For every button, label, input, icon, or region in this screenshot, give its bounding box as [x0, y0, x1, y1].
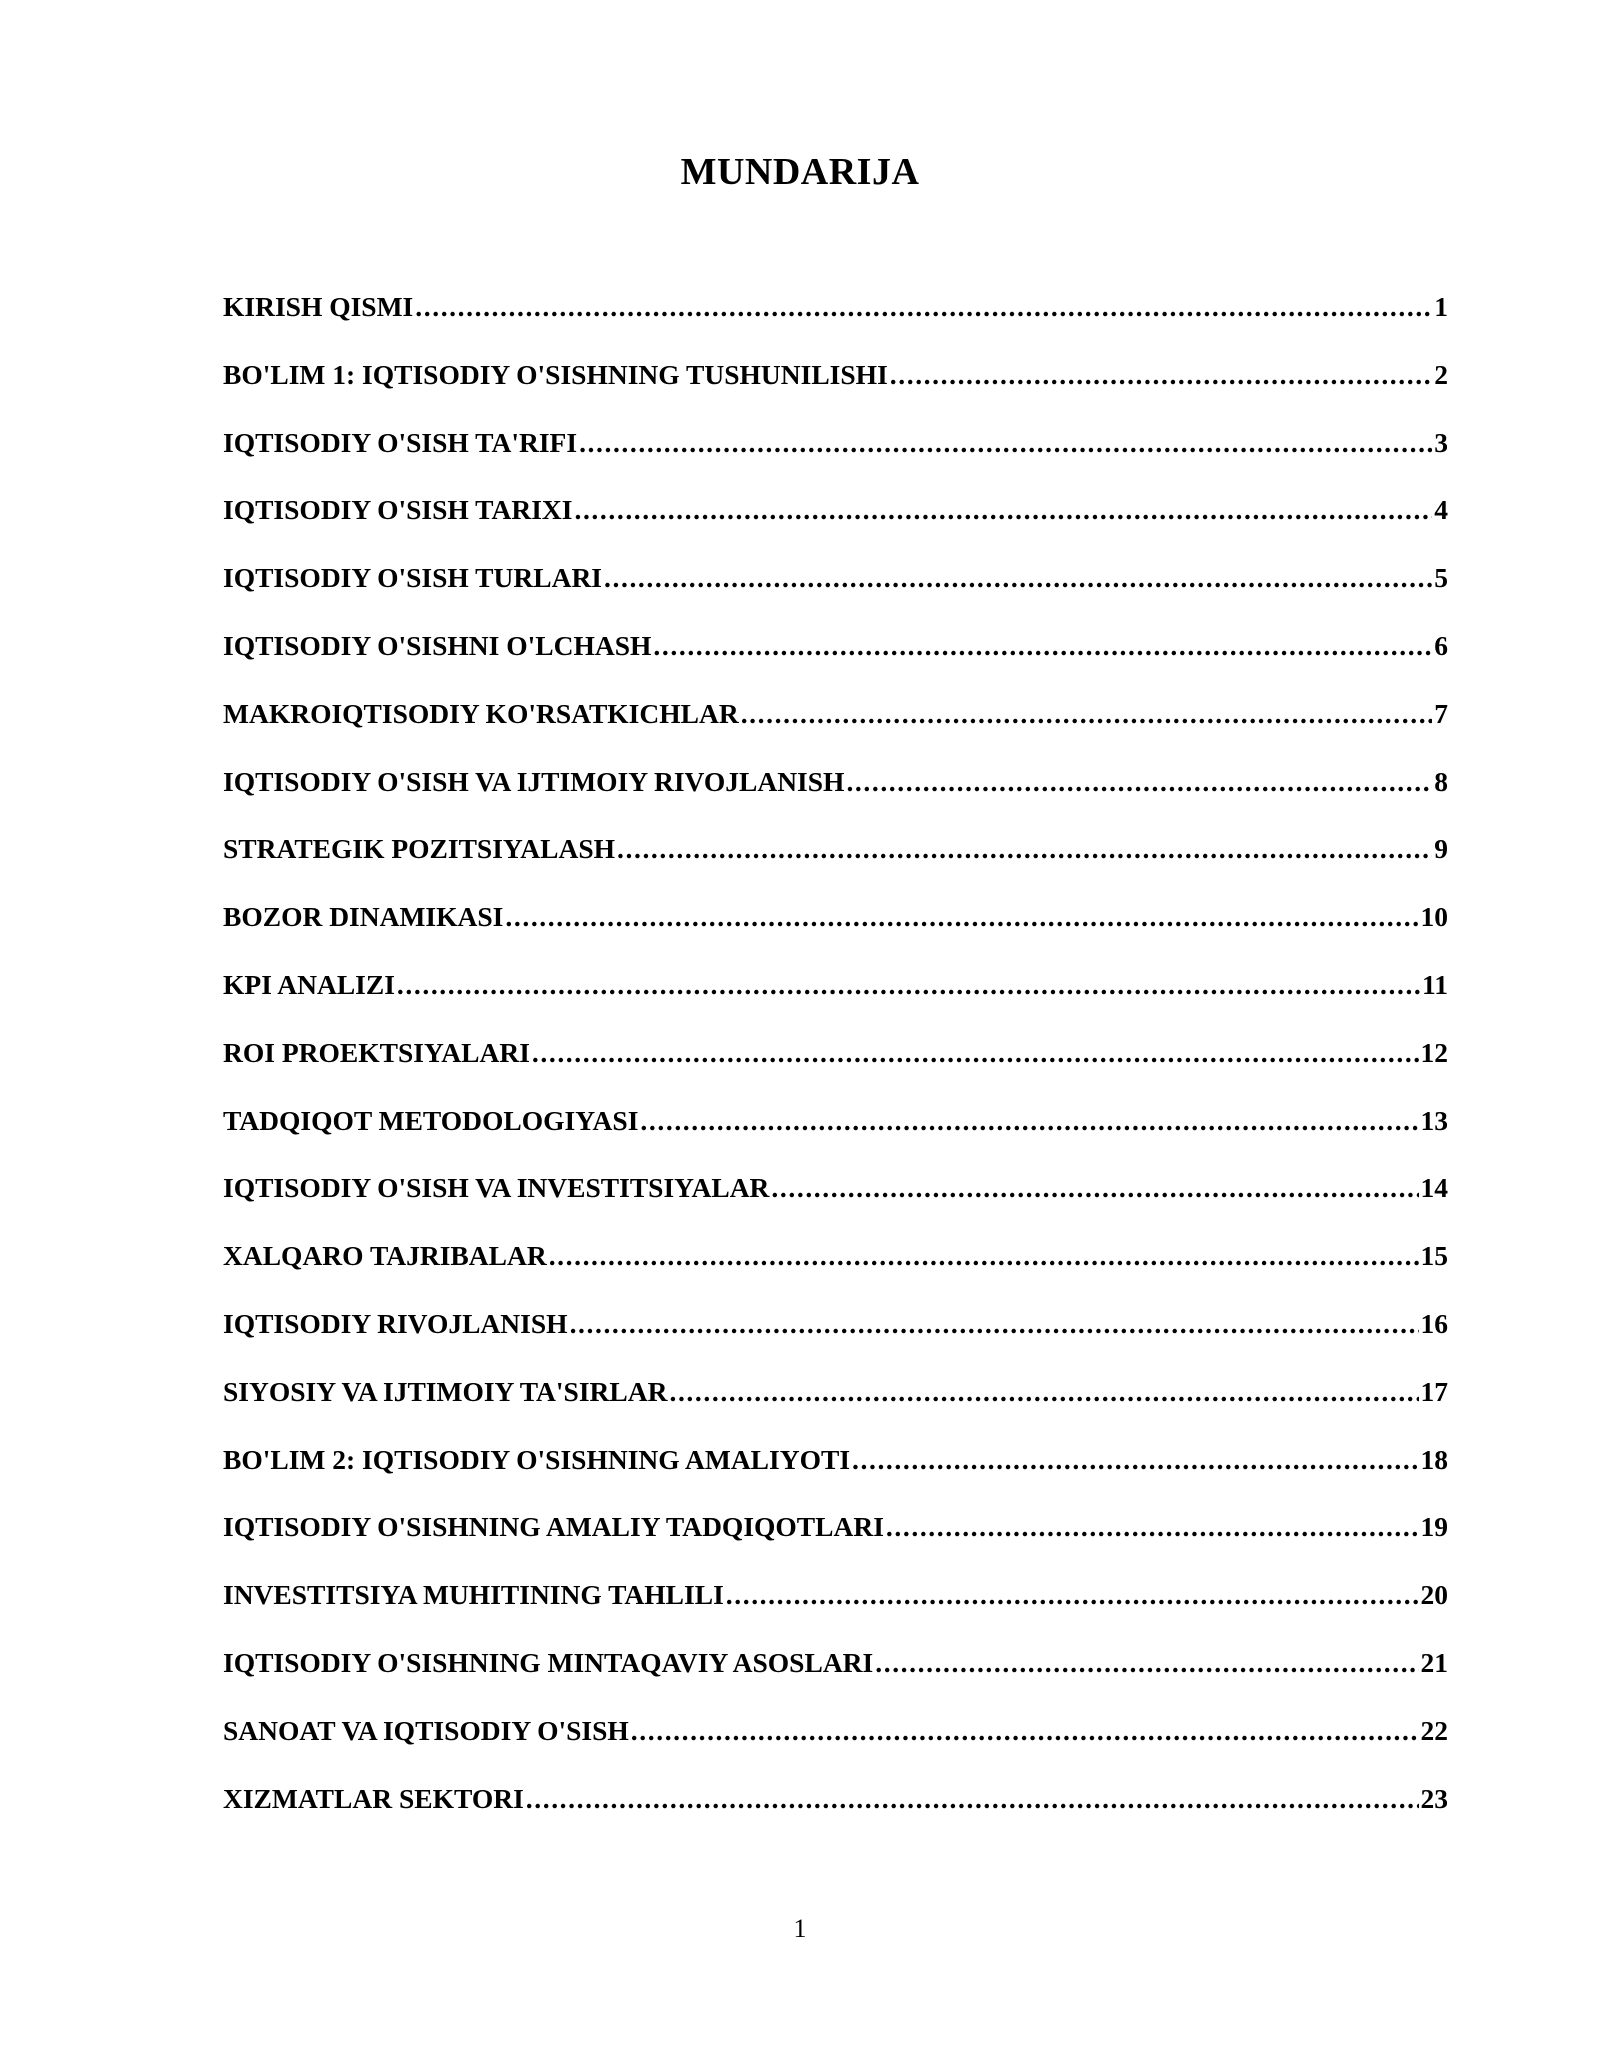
toc-dot-leader [505, 901, 1418, 933]
toc-dot-leader [726, 1579, 1419, 1611]
toc-item[interactable] [223, 1444, 1448, 1512]
toc-item-label: TADQIQOT METODOLOGIYASI [223, 1104, 639, 1136]
toc-item-page: 23 [1420, 1782, 1448, 1814]
toc-dot-leader [886, 1511, 1419, 1543]
toc-item-label: SIYOSIY VA IJTIMOIY TA'SIRLAR [223, 1375, 668, 1407]
toc-item[interactable] [223, 1579, 1448, 1647]
toc-dot-leader [526, 1783, 1419, 1815]
toc-item[interactable] [223, 562, 1448, 630]
toc-dot-leader [574, 494, 1432, 526]
toc-item[interactable] [223, 766, 1448, 834]
toc-item[interactable] [223, 1511, 1448, 1579]
toc-item[interactable] [223, 630, 1448, 698]
toc-item-label: IQTISODIY O'SISHNING AMALIY TADQIQOTLARI [223, 1511, 884, 1543]
toc-item-page: 16 [1420, 1307, 1448, 1339]
toc-item-page: 22 [1420, 1714, 1448, 1746]
toc-item-label: IQTISODIY O'SISH VA INVESTITSIYALAR [223, 1172, 770, 1204]
toc-item-page: 1 [1434, 291, 1448, 322]
toc-item-label: KPI ANALIZI [223, 968, 395, 1000]
toc-dot-leader [415, 291, 1432, 323]
toc-dot-leader [617, 833, 1432, 865]
toc-item-page: 15 [1420, 1240, 1448, 1272]
toc-item[interactable] [223, 1240, 1448, 1308]
toc-item-page: 2 [1434, 358, 1448, 390]
toc-item[interactable] [223, 494, 1448, 562]
toc-item[interactable] [223, 698, 1448, 766]
toc-dot-leader [653, 630, 1432, 662]
toc-item-label: XALQARO TAJRIBALAR [223, 1240, 547, 1272]
toc-item-label: IQTISODIY O'SISHNI O'LCHASH [223, 629, 652, 661]
toc-dot-leader [890, 359, 1432, 391]
toc-item-page: 4 [1434, 494, 1448, 526]
toc-dot-leader [852, 1444, 1418, 1476]
toc-item-page: 8 [1434, 765, 1448, 797]
toc-dot-leader [741, 698, 1433, 730]
toc-item[interactable] [223, 1308, 1448, 1376]
toc-dot-leader [604, 562, 1432, 594]
toc-dot-leader [640, 1105, 1418, 1137]
table-of-contents [223, 291, 1448, 1850]
toc-item[interactable] [223, 427, 1448, 495]
toc-item[interactable] [223, 1376, 1448, 1444]
toc-item-label: BO'LIM 1: IQTISODIY O'SISHNING TUSHUNILISHI [223, 358, 888, 390]
toc-dot-leader [532, 1037, 1419, 1069]
toc-item[interactable] [223, 1172, 1448, 1240]
toc-item-page: 17 [1420, 1375, 1448, 1407]
toc-item-label: STRATEGIK POZITSIYALASH [223, 833, 616, 865]
toc-dot-leader [631, 1715, 1419, 1747]
toc-dot-leader [875, 1647, 1418, 1679]
toc-item[interactable] [223, 359, 1448, 427]
toc-item-page: 19 [1420, 1511, 1448, 1543]
toc-item-label: INVESTITSIYA MUHITINING TAHLILI [223, 1579, 724, 1611]
toc-dot-leader [397, 969, 1420, 1001]
toc-item[interactable] [223, 833, 1448, 901]
toc-item-label: BO'LIM 2: IQTISODIY O'SISHNING AMALIYOTI [223, 1443, 851, 1475]
toc-item-label: IQTISODIY O'SISH TA'RIFI [223, 426, 578, 458]
toc-item-page: 7 [1434, 697, 1448, 729]
toc-item-page: 13 [1420, 1104, 1448, 1136]
toc-item-label: IQTISODIY O'SISHNING MINTAQAVIY ASOSLARI [223, 1646, 874, 1678]
toc-item-label: IQTISODIY RIVOJLANISH [223, 1307, 568, 1339]
toc-item-page: 5 [1434, 562, 1448, 594]
toc-item-page: 3 [1434, 426, 1448, 458]
toc-item-page: 20 [1420, 1579, 1448, 1611]
page-title: MUNDARIJA [680, 151, 920, 193]
toc-item-label: IQTISODIY O'SISH TARIXI [223, 494, 573, 526]
toc-item[interactable] [223, 1037, 1448, 1105]
toc-item[interactable] [223, 291, 1448, 359]
toc-item-label: IQTISODIY O'SISH VA IJTIMOIY RIVOJLANISH [223, 765, 845, 797]
toc-item-page: 12 [1420, 1036, 1448, 1068]
toc-item-label: IQTISODIY O'SISH TURLARI [223, 562, 603, 594]
toc-item[interactable] [223, 1647, 1448, 1715]
page-number: 1 [793, 1914, 807, 1943]
toc-dot-leader [846, 766, 1432, 798]
toc-item-label: MAKROIQTISODIY KO'RSATKICHLAR [223, 697, 739, 729]
toc-item-label: XIZMATLAR SEKTORI [223, 1782, 524, 1814]
toc-dot-leader [570, 1308, 1419, 1340]
toc-item[interactable] [223, 969, 1448, 1037]
toc-item[interactable] [223, 1715, 1448, 1783]
toc-item-page: 6 [1434, 629, 1448, 661]
toc-item[interactable] [223, 901, 1448, 969]
toc-item-page: 18 [1420, 1443, 1448, 1475]
toc-item-page: 14 [1420, 1172, 1448, 1204]
toc-item-label: SANOAT VA IQTISODIY O'SISH [223, 1714, 629, 1746]
toc-item-label: KIRISH QISMI [223, 291, 414, 322]
toc-dot-leader [771, 1172, 1418, 1204]
toc-dot-leader [669, 1376, 1418, 1408]
toc-item-label: ROI PROEKTSIYALARI [223, 1036, 530, 1068]
toc-item[interactable] [223, 1105, 1448, 1173]
toc-item-page: 11 [1422, 968, 1448, 1000]
toc-dot-leader [549, 1240, 1419, 1272]
toc-item-page: 10 [1420, 901, 1448, 933]
toc-item[interactable] [223, 1783, 1448, 1851]
toc-item-page: 21 [1420, 1646, 1448, 1678]
toc-dot-leader [579, 427, 1432, 459]
toc-item-page: 9 [1434, 833, 1448, 865]
toc-item-label: BOZOR DINAMIKASI [223, 901, 504, 933]
